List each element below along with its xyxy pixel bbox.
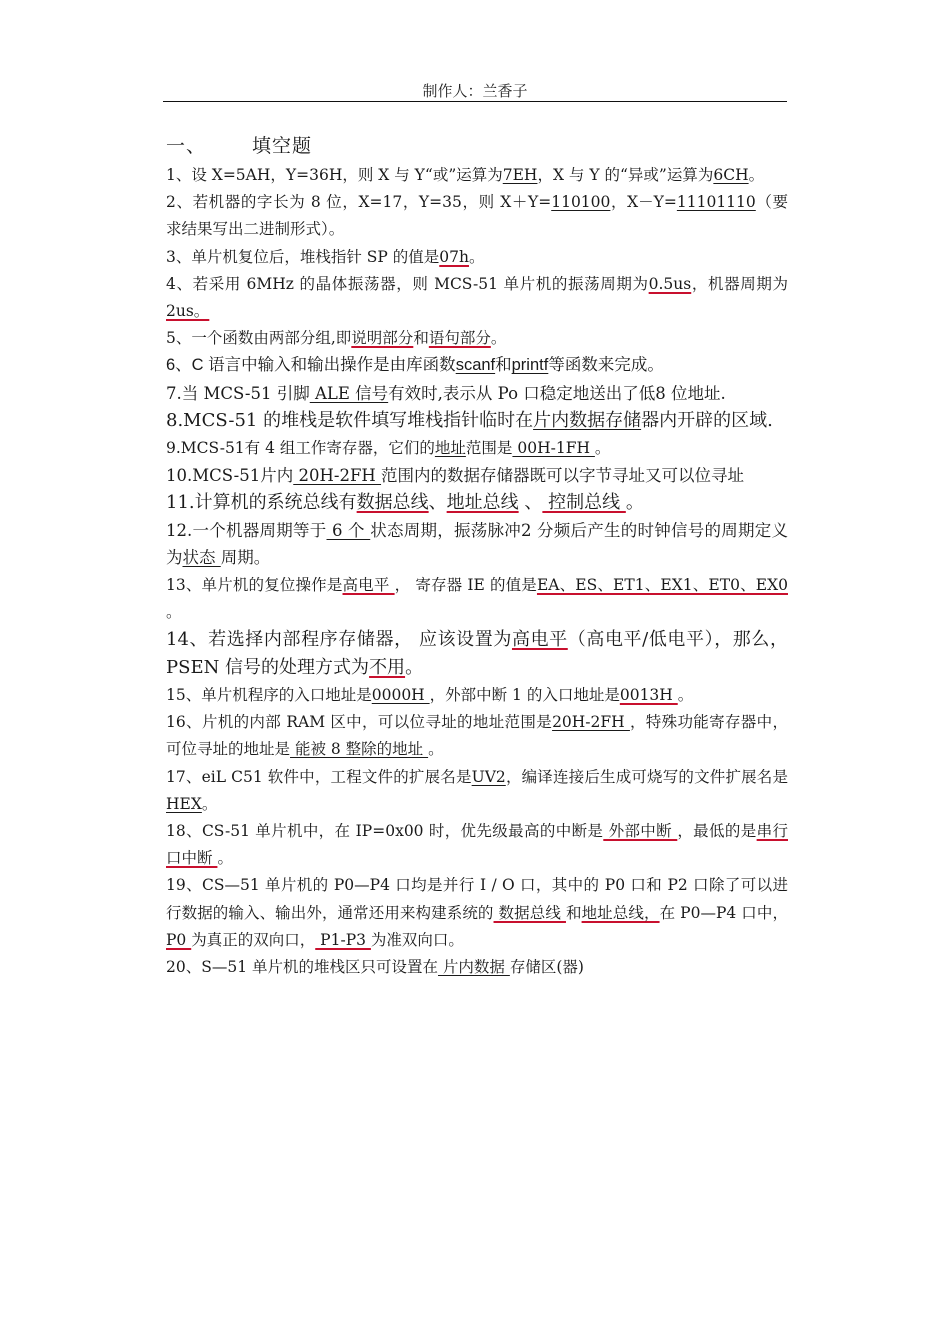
- answer-blank: 7EH: [502, 166, 538, 184]
- answer-blank: 6 个: [326, 521, 371, 541]
- answer-blank: scanf: [455, 356, 496, 375]
- question-11: 11.计算机的系统总线有数据总线、地址总线 、 控制总线 。: [166, 492, 644, 514]
- question-10: 10.MCS-51片内 20H-2FH 范围内的数据存储器既可以字节寻址又可以位寻址: [166, 466, 745, 486]
- question-9: 9.MCS-51有 4 组工作寄存器，它们的地址范围是 00H-1FH 。: [166, 438, 611, 457]
- answer-blank: 高电平: [342, 575, 395, 594]
- answer-blank: 数据总线: [493, 903, 566, 922]
- answer-blank: 11101110: [676, 193, 756, 212]
- question-20: 20、S—51 单片机的堆栈区只可设置在 片内数据 存储区(器): [166, 958, 584, 977]
- question-15: 15、单片机程序的入口地址是0000H ，外部中断 1 的入口地址是0013H 。: [166, 686, 694, 705]
- question-14: 14、若选择内部程序存储器， 应该设置为高电平（高电平/低电平），那么，PSEN 信号的处理方式为不用。: [166, 629, 788, 679]
- question-1: 1、设 X=5AH，Y=36H，则 X 与 Y“或”运算为7EH，X 与 Y 的“异或”运算为6CH。: [166, 166, 765, 184]
- answer-blank: 6CH: [713, 166, 749, 184]
- section-number: 一、: [166, 135, 207, 157]
- answer-blank: 不用: [369, 657, 406, 679]
- question-17: 17、eiL C51 软件中，工程文件的扩展名是UV2，编译连接后生成可烧写的文件扩展名是HEX。: [166, 767, 788, 813]
- answer-blank: 串行口中断: [166, 822, 788, 868]
- answer-blank: 2us。: [166, 302, 210, 321]
- header-divider: [163, 101, 787, 102]
- question-7: 7.当 MCS-51 引脚 ALE 信号有效时,表示从 Po 口稳定地送出了低8 位地址.: [166, 383, 726, 403]
- document-header: 制作人：兰香子: [422, 82, 528, 100]
- question-18: 18、CS-51 单片机中，在 IP=0x00 时，优先级最高的中断是 外部中断 ，最低的是串行口中断 。: [166, 822, 788, 868]
- answer-blank: 00H-1FH: [512, 438, 595, 457]
- answer-blank: 数据总线: [356, 492, 429, 514]
- answer-blank: 控制总线: [542, 492, 626, 514]
- section-title: [166, 131, 312, 158]
- answer-blank: 外部中断: [603, 822, 678, 841]
- answer-blank: 110100: [551, 193, 611, 212]
- answer-blank: 状态: [182, 548, 221, 568]
- question-19: 19、CS—51 单片机的 P0—P4 口均是并行 I / O 口，其中的 P0 口和 P2 口除了可以进行数据的输入、输出外，通常还用来构建系统的 数据总线 和地址总线，在 P0—P4 口中， P0 为真正的双向口， P1-P3 为准双向口。: [166, 876, 788, 949]
- question-4: 4、若采用 6MHz 的晶体振荡器，则 MCS-51 单片机的振荡周期为0.5us，机器周期为2us。: [166, 274, 788, 321]
- answer-blank: 说明部分: [351, 329, 414, 348]
- answer-blank: 能被 8 整除的地址: [290, 740, 429, 759]
- answer-blank: 高电平: [511, 629, 568, 651]
- answer-blank: 语句部分: [428, 329, 491, 348]
- question-16: 16、片机的内部 RAM 区中，可以位寻址的地址范围是20H-2FH ，特殊功能寄存器中，可位寻址的地址是 能被 8 整除的地址 。: [166, 713, 788, 759]
- answer-blank: printf: [511, 356, 549, 375]
- answer-blank: 0.5us: [648, 274, 692, 293]
- answer-blank: 片内数据存储: [533, 409, 642, 431]
- answer-blank: EA、ES、ET1、EX1、ET0、EX0: [536, 575, 788, 594]
- answer-blank: ALE 信号: [309, 383, 389, 403]
- answer-blank: 0000H: [371, 686, 430, 705]
- question-13: 13、单片机的复位操作是高电平 ， 寄存器 IE 的值是EA、ES、ET1、EX1、ET0、EX0 。: [166, 575, 788, 621]
- question-5: 5、一个函数由两部分组,即说明部分和语句部分。: [166, 329, 507, 348]
- question-3: 3、单片机复位后，堆栈指针 SP 的值是07h。: [166, 247, 485, 266]
- answer-blank: P0: [166, 930, 192, 949]
- answer-blank: HEX: [166, 794, 202, 813]
- answer-blank: 片内数据: [438, 958, 510, 977]
- answer-blank: 20H-2FH: [293, 466, 382, 486]
- answer-blank: 地址: [434, 438, 466, 457]
- answer-blank: 0013H: [619, 686, 678, 705]
- answer-blank: 20H-2FH: [552, 713, 630, 732]
- answer-blank: 07h: [439, 247, 469, 266]
- question-6: 6、C 语言中输入和输出操作是由库函数scanf和printf等函数来完成。: [166, 356, 664, 375]
- answer-blank: UV2: [471, 767, 506, 786]
- answer-blank: 地址总线: [446, 492, 519, 514]
- answer-blank: P1-P3: [315, 930, 371, 949]
- question-12: 12.一个机器周期等于 6 个 状态周期，振荡脉冲2 分频后产生的时钟信号的周期定义为状态 周期。: [166, 521, 788, 568]
- section-heading: 填空题: [252, 135, 313, 157]
- question-2: 2、若机器的字长为 8 位，X=17，Y=35，则 X＋Y=110100，X－Y=11101110（要求结果写出二进制形式）。: [166, 193, 788, 239]
- answer-blank: 地址总线，: [581, 903, 660, 922]
- question-list: [166, 162, 788, 981]
- question-8: 8.MCS-51 的堆栈是软件填写堆栈指针临时在片内数据存储器内开辟的区域.: [166, 409, 773, 431]
